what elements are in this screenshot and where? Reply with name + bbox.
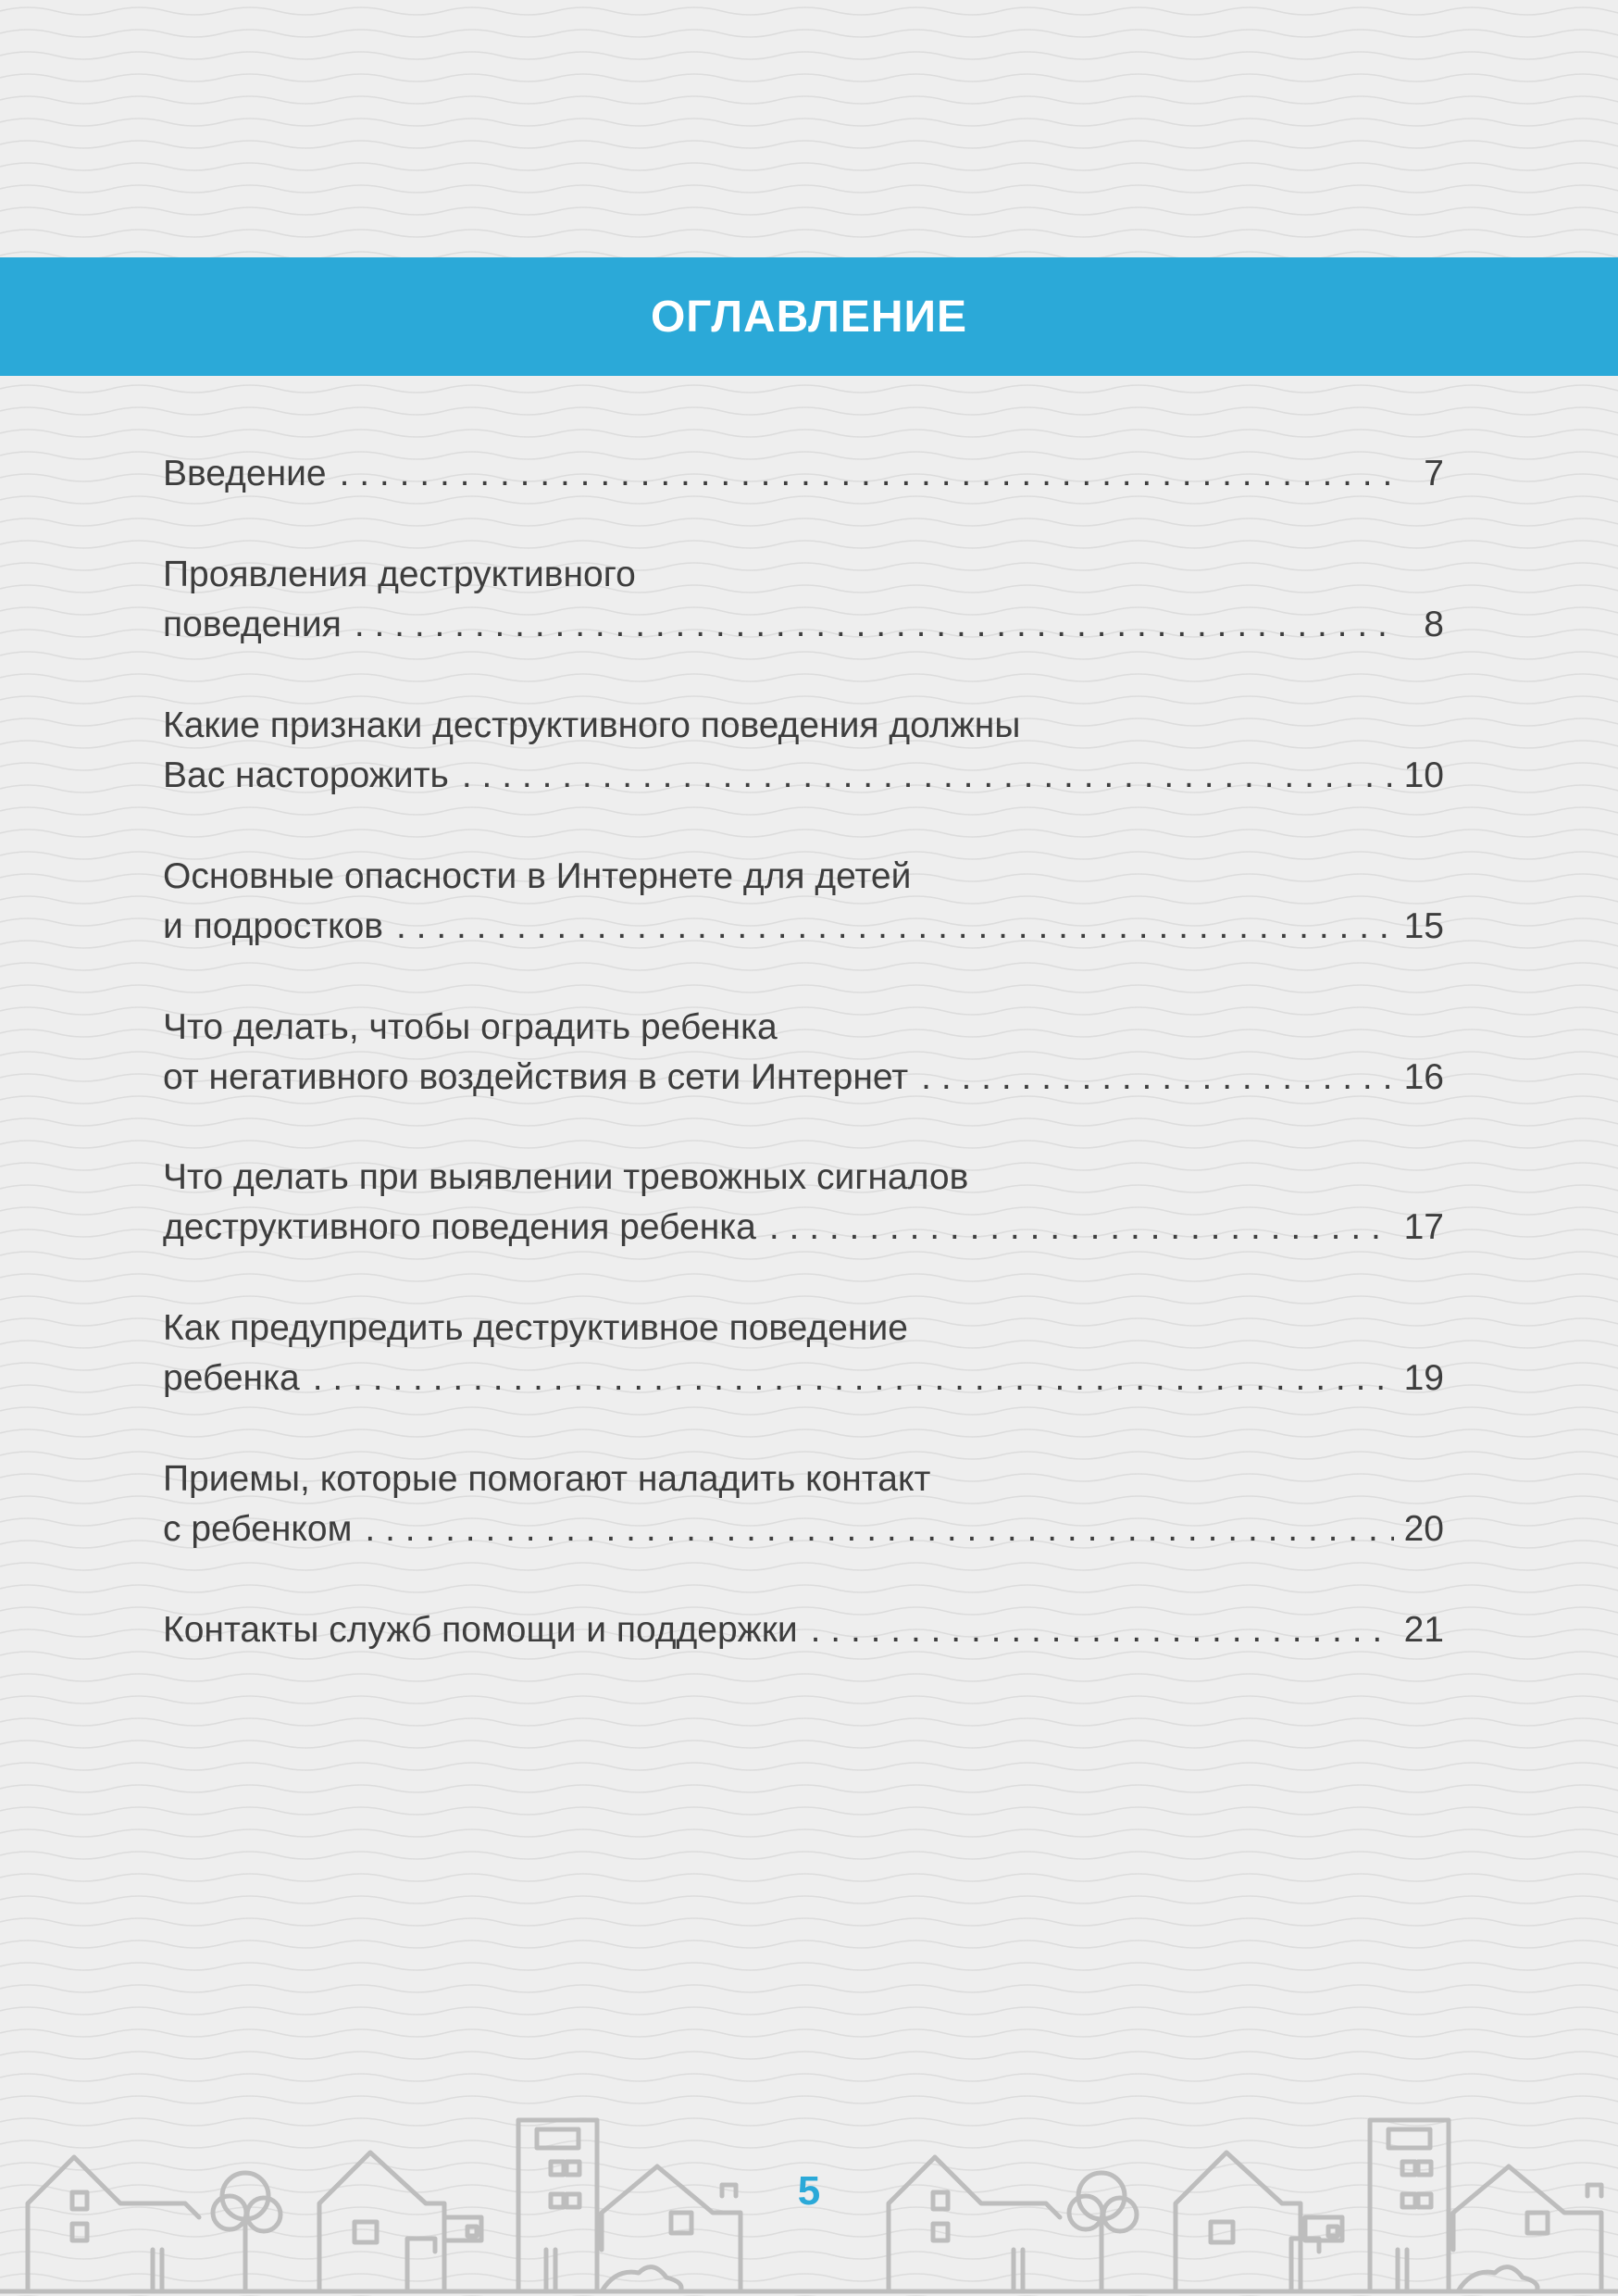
toc-page-number: 10 <box>1403 755 1444 795</box>
toc-entry-title-line1: Какие признаки деструктивного поведения должны <box>163 705 1021 745</box>
toc-entry-title-line1: Приемы, которые помогают наладить контакт <box>163 1459 931 1499</box>
toc-entry-introduction[interactable] <box>163 449 1444 499</box>
toc-entry-title-line2: деструктивного поведения ребенка <box>163 1207 756 1247</box>
dot-leader <box>921 1053 1394 1103</box>
toc-entry-title-line2: с ребенком <box>163 1509 353 1549</box>
toc-entry-manifestations[interactable] <box>163 550 1444 650</box>
dot-leader <box>340 449 1394 499</box>
dot-leader <box>396 902 1394 952</box>
toc-page-number: 16 <box>1403 1057 1444 1097</box>
dot-leader <box>355 600 1394 650</box>
toc-entry-title-line1: Что делать при выявлении тревожных сигналов <box>163 1157 969 1197</box>
toc-entry-title-line1: Что делать, чтобы оградить ребенка <box>163 1007 778 1047</box>
header-band <box>0 257 1618 376</box>
dot-leader <box>462 751 1394 801</box>
toc-entry-title-line2: ребенка <box>163 1358 300 1398</box>
toc-entry-alarm-signals[interactable] <box>163 1153 1444 1253</box>
toc-entry-title-line2: и подростков <box>163 906 383 946</box>
toc-entry-warning-signs[interactable] <box>163 701 1444 801</box>
toc-entry-help-contacts[interactable] <box>163 1605 1444 1655</box>
page-number: 5 <box>797 2168 821 2214</box>
toc-page-number: 20 <box>1403 1509 1444 1549</box>
dot-leader <box>365 1504 1394 1554</box>
toc-entry-contact-techniques[interactable] <box>163 1454 1444 1554</box>
toc-page-number: 8 <box>1424 605 1444 644</box>
toc-page-number: 21 <box>1403 1610 1444 1650</box>
toc-page-number: 19 <box>1403 1358 1444 1398</box>
toc-page-number: 17 <box>1403 1207 1444 1247</box>
toc-entry-title-line2: поведения <box>163 605 342 644</box>
dot-leader <box>769 1203 1394 1253</box>
toc-entry-title-line1: Проявления деструктивного <box>163 555 636 594</box>
toc-entry-title-line1: Как предупредить деструктивное поведение <box>163 1308 908 1348</box>
page-title: ОГЛАВЛЕНИЕ <box>650 292 968 342</box>
toc-entry-title: Введение <box>163 454 327 493</box>
toc-entry-title-line2: от негативного воздействия в сети Интернет <box>163 1057 909 1097</box>
toc-entry-internet-dangers[interactable] <box>163 852 1444 952</box>
toc-entry-protect-child[interactable] <box>163 1003 1444 1103</box>
toc-page-number: 15 <box>1403 906 1444 946</box>
toc-entry-title-line2: Вас насторожить <box>163 755 449 795</box>
dot-leader <box>313 1354 1394 1404</box>
toc-page-number: 7 <box>1424 454 1444 493</box>
toc-entry-prevention[interactable] <box>163 1304 1444 1404</box>
toc-entry-title-line1: Основные опасности в Интернете для детей <box>163 856 912 896</box>
toc-entry-title: Контакты служб помощи и поддержки <box>163 1610 798 1650</box>
dot-leader <box>811 1605 1394 1655</box>
